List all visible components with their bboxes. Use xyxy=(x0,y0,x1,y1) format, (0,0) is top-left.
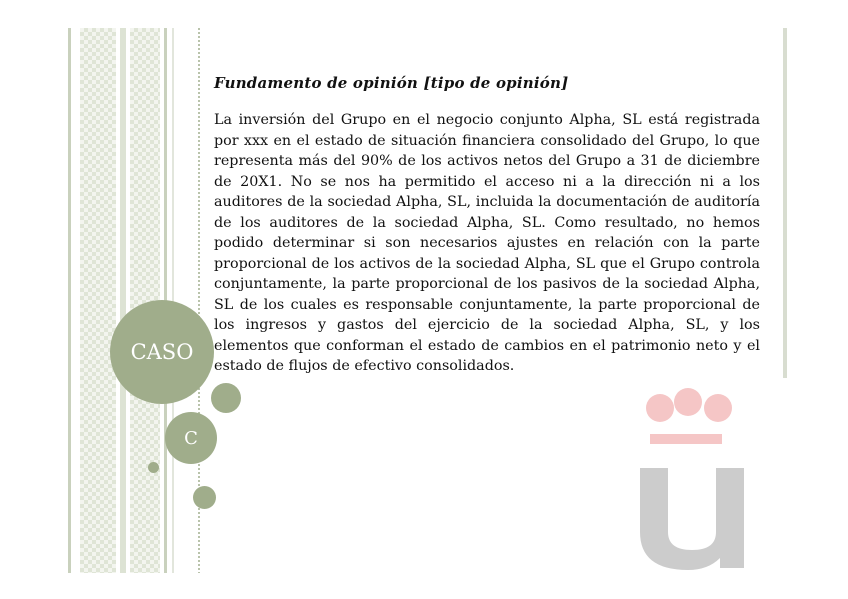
stripe-line xyxy=(68,28,71,573)
decorative-circle xyxy=(148,462,159,473)
body-paragraph: La inversión del Grupo en el negocio conjunto Alpha, SL está registrada por xxx en el estado de situación financiera consolidado del Grupo, lo que representa más del 90% de los activos netos del Grupo a 31 de diciembre de 20X1. No se nos ha permitido el acceso ni a la dirección ni a los auditores de la sociedad Alpha, SL, incluida la documentación de auditoría de los auditores de la sociedad Alpha, SL. Como resultado, no hemos podido determinar si son necesarios ajustes en relación con la parte proporcional de los activos de la sociedad Alpha, SL que el Grupo controla conjuntamente, la parte proporcional de los pasivos de la sociedad Alpha, SL de los cuales es responsable conjuntamente, la parte proporcional de los ingresos y gastos del ejercicio de la sociedad Alpha, SL, y los elementos que conforman el estado de cambios en el patrimonio neto y el estado de flujos de efectivo consolidados. xyxy=(214,112,760,374)
decorative-circle xyxy=(211,383,241,413)
caso-badge xyxy=(110,300,214,404)
case-letter-label: C xyxy=(184,427,198,449)
caso-badge-label: CASO xyxy=(130,340,194,364)
decorative-circle xyxy=(193,486,216,509)
case-letter-badge xyxy=(165,412,217,464)
decorative-stripe-band xyxy=(68,28,200,573)
section-heading: Fundamento de opinión [tipo de opinión] xyxy=(214,74,569,92)
stripe-line xyxy=(120,28,126,573)
right-accent-bar xyxy=(783,28,787,378)
slide-content xyxy=(214,74,760,377)
u-umlaut-logo-icon xyxy=(640,372,750,572)
checker-stripe xyxy=(80,28,116,573)
